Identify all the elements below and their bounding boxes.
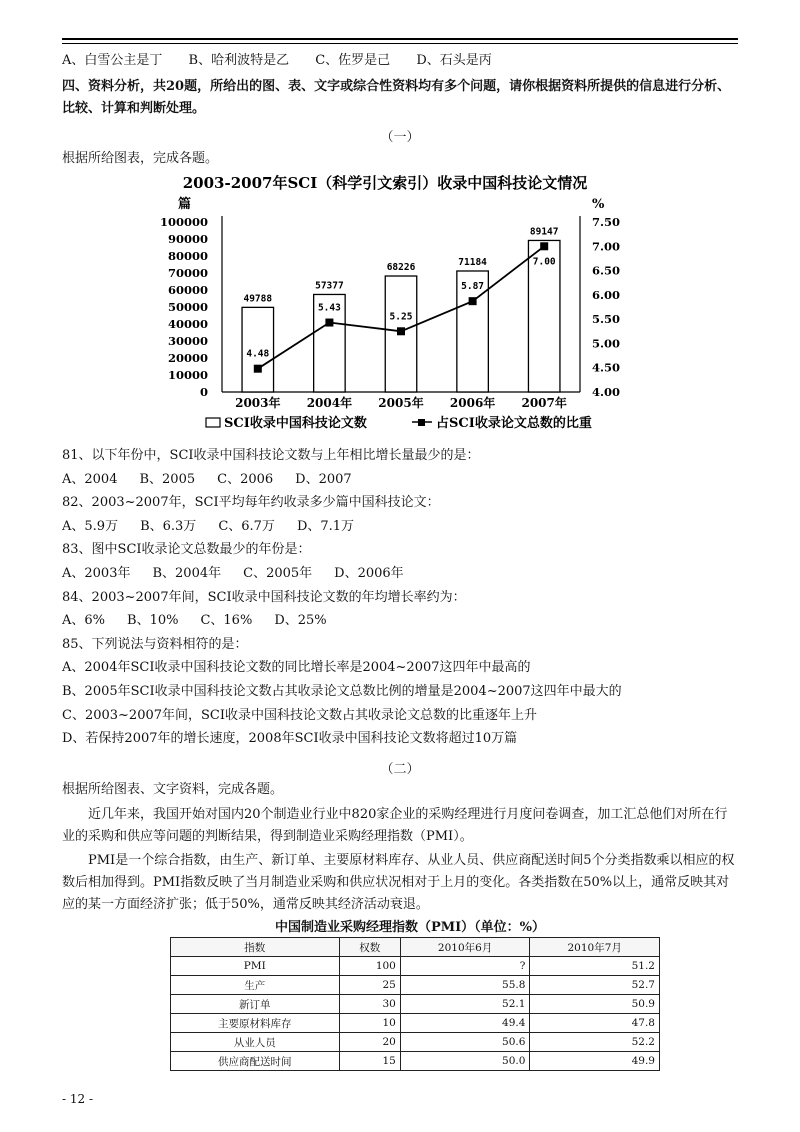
question-options-row	[62, 565, 426, 583]
part2-intro: 根据所给图表、文字资料，完成各题。	[62, 782, 284, 797]
pmi-table-title: 中国制造业采购经理指数（PMI）（单位：%）	[274, 920, 546, 935]
x-axis-category-label: 2005年	[378, 396, 424, 410]
x-axis-category-label: 2003年	[235, 396, 281, 410]
header-rule	[62, 38, 738, 44]
question-stem: 82、2003~2007年，SCI平均每年约收录多少篇中国科技论文：	[62, 495, 440, 511]
pmi-table-cell: 51.2	[530, 957, 660, 976]
right-axis-tick-label: 6.50	[592, 263, 621, 278]
pmi-table-cell: 25	[339, 976, 400, 995]
question-option: A、5.9万	[62, 518, 119, 534]
question-stem: 83、图中SCI收录论文总数最少的年份是：	[62, 542, 311, 558]
pmi-table-cell: 50.6	[400, 1033, 530, 1052]
pmi-table-row	[171, 976, 660, 995]
right-unit-label: %	[592, 197, 605, 212]
pmi-table-cell: 52.7	[530, 976, 660, 995]
right-axis-tick-label: 5.00	[592, 336, 621, 351]
question-stem: 84、2003~2007年间，SCI收录中国科技论文数的年均增长率约为：	[62, 589, 466, 605]
pmi-table-cell: 47.8	[530, 1014, 660, 1033]
pmi-table-cell: 100	[339, 957, 400, 976]
question-option: A、6%	[62, 613, 106, 629]
question-option: D、若保持2007年的增长速度，2008年SCI收录中国科技论文数将超过10万篇	[62, 731, 518, 747]
question-option: B、2005年SCI收录中国科技论文数占其收录论文总数比例的增量是2004~2007这四年中最大的	[62, 684, 622, 699]
question-option: C、2003~2007年间，SCI收录中国科技论文数占其收录论文总数的比重逐年上升	[62, 707, 537, 723]
prev-option-b: B、哈利波特是乙	[188, 53, 290, 68]
x-axis-category-label: 2006年	[449, 396, 496, 410]
pmi-table-cell: 新订单	[171, 995, 340, 1014]
pmi-table-cell: 从业人员	[171, 1033, 340, 1052]
question-option: D、2007	[295, 471, 352, 487]
left-axis-tick-label: 100000	[159, 215, 208, 229]
question-option: A、2004	[62, 471, 118, 487]
bar-value-label: 89147	[529, 226, 559, 238]
left-axis-tick-label: 0	[199, 385, 208, 399]
chart-title: 2003-2007年SCI（科学引文索引）收录中国科技论文情况	[182, 174, 588, 192]
right-axis-tick-label: 4.00	[592, 385, 621, 399]
part1-label: （一）	[380, 130, 420, 145]
question-option: C、6.7万	[218, 518, 275, 534]
prev-option-d: D、石头是丙	[416, 53, 492, 68]
pmi-table-header-row	[171, 938, 660, 957]
pmi-table-cell: 15	[339, 1052, 400, 1071]
pmi-table	[170, 937, 660, 1071]
question-options-row	[62, 518, 376, 536]
share-value-label: 5.43	[317, 302, 341, 314]
sci-chart	[140, 170, 660, 440]
question-option: C、2006	[217, 471, 274, 487]
left-axis-tick-label: 40000	[167, 317, 208, 331]
x-axis-category-label: 2004年	[306, 396, 353, 410]
question-options-row	[62, 612, 349, 630]
pmi-table-cell: 50.9	[530, 995, 660, 1014]
share-point-marker	[469, 297, 477, 305]
question-options-row	[62, 471, 374, 489]
left-axis-tick-label: 90000	[167, 232, 208, 246]
question-option: B、2005	[139, 471, 196, 487]
pmi-table-cell: 49.9	[530, 1052, 660, 1071]
prev-option-a: A、白雪公主是丁	[62, 53, 163, 68]
pmi-table-cell: ?	[400, 957, 530, 976]
question-option: C、16%	[200, 613, 253, 629]
right-axis-tick-label: 6.00	[592, 287, 621, 302]
question-option: A、2003年	[62, 566, 131, 581]
question-option: A、2004年SCI收录中国科技论文数的同比增长率是2004~2007这四年中最高的	[62, 660, 531, 676]
legend-line-marker	[418, 419, 425, 426]
left-axis-tick-label: 60000	[167, 283, 208, 297]
pmi-table-row	[171, 1014, 660, 1033]
pmi-table-cell: 52.2	[530, 1033, 660, 1052]
page-number: - 12 -	[62, 1092, 94, 1106]
share-point-marker	[254, 365, 262, 373]
left-axis-tick-label: 70000	[167, 266, 208, 280]
part2-label: （二）	[380, 762, 420, 777]
pmi-table-row	[171, 1052, 660, 1071]
pmi-table-cell: 20	[339, 1033, 400, 1052]
x-axis-category-label: 2007年	[521, 396, 567, 410]
section4-heading: 四、资料分析，共20题，所给出的图、表、文字或综合性资料均有多个问题，请你根据资料所提供的信息进行分析、比较、计算和判断处理。	[62, 79, 731, 116]
pmi-table-cell: 49.4	[400, 1014, 530, 1033]
share-value-label: 5.25	[389, 311, 413, 323]
question-stem: 81、以下年份中，SCI收录中国科技论文数与上年相比增长量最少的是：	[62, 448, 480, 463]
bar-value-label: 57377	[315, 280, 344, 292]
left-axis-tick-label: 30000	[167, 334, 208, 348]
pmi-header-june: 2010年6月	[400, 938, 530, 957]
question-option: B、6.3万	[140, 518, 197, 534]
left-axis-tick-label: 50000	[167, 300, 208, 314]
bar-value-label: 71184	[458, 256, 487, 268]
right-axis-tick-label: 7.00	[592, 239, 621, 254]
pmi-table-cell: 10	[339, 1014, 400, 1033]
pmi-table-cell: PMI	[171, 957, 340, 976]
pmi-table-cell: 52.1	[400, 995, 530, 1014]
share-value-label: 5.87	[461, 281, 485, 293]
right-axis-tick-label: 7.50	[592, 215, 621, 229]
pmi-table-cell: 55.8	[400, 976, 530, 995]
pmi-table-cell: 生产	[171, 976, 340, 995]
part1-intro: 根据所给图表，完成各题。	[62, 151, 219, 166]
pmi-table-row	[171, 957, 660, 976]
pmi-table-cell: 50.0	[400, 1052, 530, 1071]
pmi-header-index: 指数	[171, 938, 340, 957]
prev-option-c: C、佐罗是己	[315, 53, 391, 68]
question-option: B、10%	[127, 613, 179, 629]
pmi-table-row	[171, 1033, 660, 1052]
question-stem: 85、下列说法与资料相符的是：	[62, 636, 248, 652]
share-point-marker	[540, 242, 548, 250]
pmi-table-row	[171, 995, 660, 1014]
share-point-marker	[397, 327, 405, 335]
pmi-table-cell: 主要原材料库存	[171, 1014, 340, 1033]
question-option: D、2006年	[334, 566, 404, 581]
sci-chart-svg	[140, 170, 660, 440]
pmi-table-cell: 供应商配送时间	[171, 1052, 340, 1071]
bar-value-label: 49788	[243, 293, 273, 305]
part2-paragraph-2: PMI是一个综合指数，由生产、新订单、主要原材料库存、从业人员、供应商配送时间5个分类指数乘以相应的权数后相加得到。PMI指数反映了当月制造业采购和供应状况相对于上月的变化。各类指数在50%以上，通常反映其对应的某一方面经济扩张；低于50%，通常反映其经济活动衰退。	[62, 853, 735, 912]
share-point-marker	[325, 319, 333, 327]
left-axis-tick-label: 20000	[167, 351, 208, 365]
question-option: D、25%	[274, 613, 327, 629]
left-axis-tick-label: 10000	[167, 368, 208, 382]
left-axis-tick-label: 80000	[167, 249, 208, 263]
question-option: D、7.1万	[296, 518, 355, 534]
left-unit-label: 篇	[178, 197, 192, 212]
legend-bar-label: SCI收录中国科技论文数	[224, 416, 367, 431]
legend-line-label: 占SCI收录论文总数的比重	[436, 416, 592, 431]
pmi-header-weight: 权数	[339, 938, 400, 957]
bar-value-label: 68226	[386, 262, 416, 274]
legend-bar-swatch	[206, 418, 220, 427]
share-value-label: 7.00	[532, 256, 556, 268]
right-axis-tick-label: 4.50	[592, 360, 621, 375]
pmi-table-cell: 30	[339, 995, 400, 1014]
share-value-label: 4.48	[246, 348, 270, 360]
pmi-header-july: 2010年7月	[530, 938, 660, 957]
prev-answer-options	[62, 52, 514, 70]
part2-paragraph-1: 近几年来，我国开始对国内20个制造业行业中820家企业的采购经理进行月度问卷调查，加工汇总他们对所在行业的采购和供应等问题的判断结果，得到制造业采购经理指数（PMI）。	[62, 807, 728, 844]
question-option: C、2005年	[243, 566, 313, 581]
right-axis-tick-label: 5.50	[592, 312, 621, 327]
question-option: B、2004年	[152, 566, 222, 581]
